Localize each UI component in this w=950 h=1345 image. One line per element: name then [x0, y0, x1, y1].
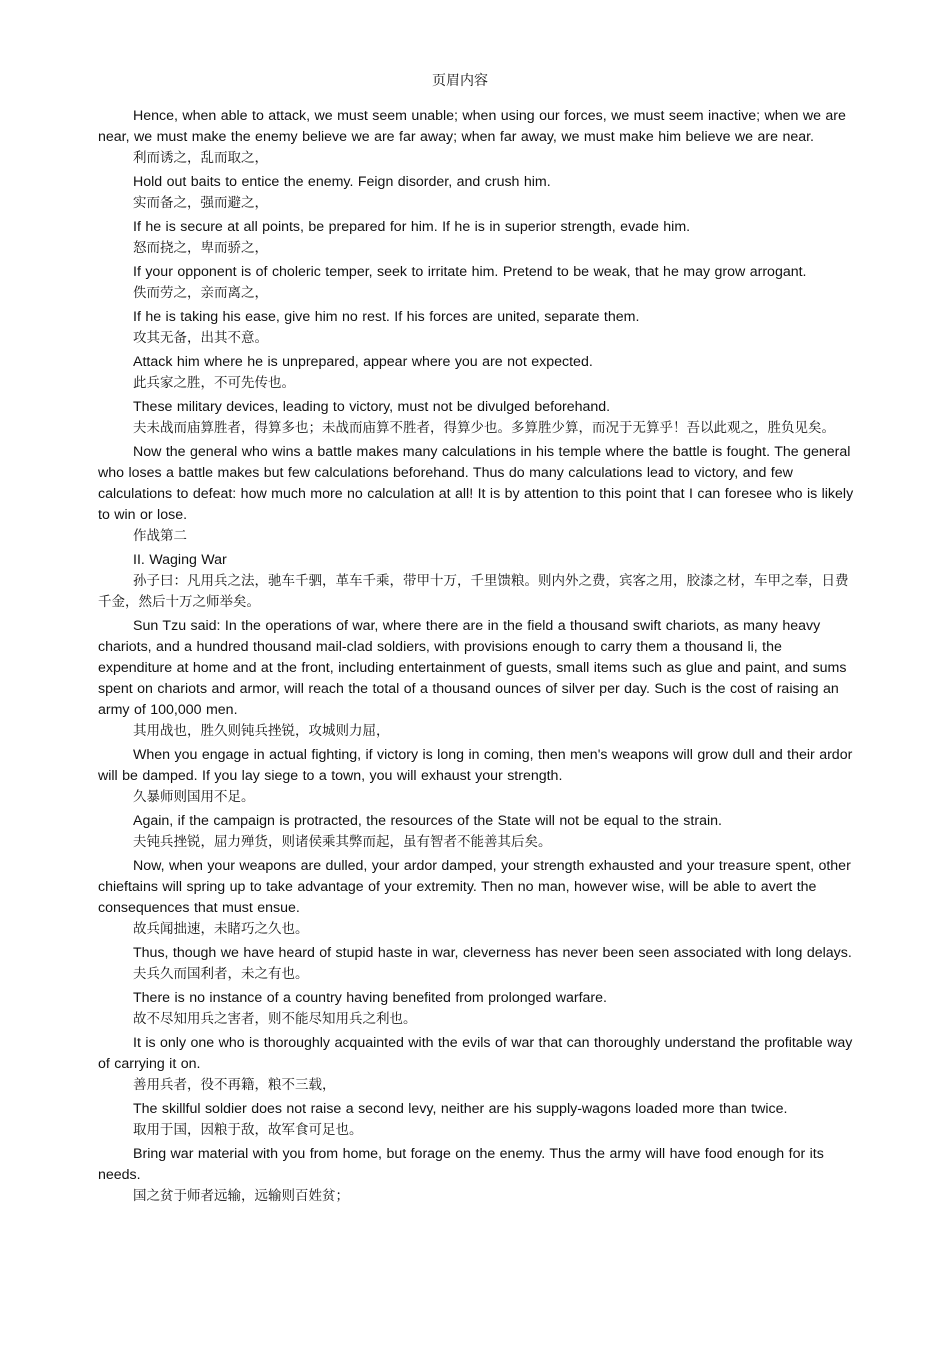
english-paragraph: When you engage in actual fighting, if victory is long in coming, then men's weapons will grow dull and their ardor will be damped. If you lay siege to a town, you will exhaust your strength.	[98, 747, 853, 784]
english-paragraph: If your opponent is of choleric temper, seek to irritate him. Pretend to be weak, that he may grow arrogant.	[133, 264, 807, 280]
page-header: 页眉内容	[432, 73, 488, 89]
chinese-paragraph: 故不尽知用兵之害者，则不能尽知用兵之利也。	[133, 1011, 417, 1027]
document-body	[98, 103, 854, 1207]
chinese-paragraph: 取用于国，因粮于敌，故军食可足也。	[133, 1122, 363, 1138]
chinese-paragraph: 国之贫于师者远输，远输则百姓贫；	[133, 1188, 349, 1204]
english-paragraph: Attack him where he is unprepared, appear where you are not expected.	[133, 354, 593, 370]
chinese-paragraph: 夫兵久而国利者，未之有也。	[133, 966, 309, 982]
english-paragraph: Hold out baits to entice the enemy. Feign disorder, and crush him.	[133, 174, 551, 190]
english-paragraph: Sun Tzu said: In the operations of war, where there are in the field a thousand swift chariots, as many heavy chariots, and a hundred thousand mail-clad soldiers, with provisions enough to carry them a thousand li, the expenditure at home and at the front, including entertainment of guests, small items such as glue and paint, and sums spent on chariots and armor, will reach the total of a thousand ounces of silver per day. Such is the cost of raising an army of 100,000 men.	[98, 618, 847, 718]
chinese-paragraph: 夫钝兵挫锐，屈力殚货，则诸侯乘其弊而起，虽有智者不能善其后矣。	[133, 834, 552, 850]
chinese-paragraph: 怒而挠之，卑而骄之，	[133, 240, 268, 256]
english-paragraph: If he is taking his ease, give him no rest. If his forces are united, separate them.	[133, 309, 640, 325]
english-paragraph: Thus, though we have heard of stupid haste in war, cleverness has never been seen associated with long delays.	[133, 945, 852, 961]
english-paragraph: The skillful soldier does not raise a second levy, neither are his supply-wagons loaded more than twice.	[133, 1101, 788, 1117]
chinese-paragraph: 佚而劳之，亲而离之，	[133, 285, 268, 301]
english-paragraph: There is no instance of a country having benefited from prolonged warfare.	[133, 990, 607, 1006]
chinese-paragraph: 实而备之，强而避之，	[133, 195, 268, 211]
english-paragraph: Bring war material with you from home, but forage on the enemy. Thus the army will have food enough for its needs.	[98, 1146, 824, 1183]
chinese-paragraph: 其用战也，胜久则钝兵挫锐，攻城则力屈，	[133, 723, 390, 739]
english-paragraph: Now, when your weapons are dulled, your ardor damped, your strength exhausted and your treasure spent, other chieftains will spring up to take advantage of your extremity. Then no man, however wise, will be able to avert the consequences that must ensue.	[98, 858, 851, 916]
chinese-paragraph: 善用兵者，役不再籍，粮不三载，	[133, 1077, 336, 1093]
english-paragraph: It is only one who is thoroughly acquainted with the evils of war that can thoroughly understand the profitable way of carrying it on.	[98, 1035, 853, 1072]
english-paragraph: These military devices, leading to victory, must not be divulged beforehand.	[133, 399, 611, 415]
english-paragraph: Hence, when able to attack, we must seem unable; when using our forces, we must seem inactive; when we are near, we must make the enemy believe we are far away; when far away, we must make him believe we are near.	[98, 108, 846, 145]
english-paragraph: Again, if the campaign is protracted, the resources of the State will not be equal to the strain.	[133, 813, 722, 829]
english-paragraph: Now the general who wins a battle makes many calculations in his temple where the battle is fought. The general who loses a battle makes but few calculations beforehand. Thus do many calculations lead to victory, and few calculations to defeat: how much more no calculation at all! It is by attention to this point that I can foresee who is likely to win or lose.	[98, 444, 854, 523]
chinese-paragraph: 此兵家之胜，不可先传也。	[133, 375, 295, 391]
english-paragraph: If he is secure at all points, be prepared for him. If he is in superior strength, evade him.	[133, 219, 691, 235]
english-paragraph: II. Waging War	[133, 552, 227, 568]
chinese-paragraph: 孙子曰：凡用兵之法，驰车千驷，革车千乘，带甲十万，千里馈粮。则内外之费，宾客之用，胶漆之材，车甲之奉，日费千金，然后十万之师举矣。	[98, 573, 849, 610]
chinese-paragraph: 利而诱之，乱而取之，	[133, 150, 268, 166]
chinese-paragraph: 故兵闻拙速，未睹巧之久也。	[133, 921, 309, 937]
chinese-paragraph: 攻其无备，出其不意。	[133, 330, 268, 346]
chinese-paragraph: 夫未战而庙算胜者，得算多也；未战而庙算不胜者，得算少也。多算胜少算，而况于无算乎！吾以此观之，胜负见矣。	[133, 420, 835, 436]
chinese-paragraph: 久暴师则国用不足。	[133, 789, 255, 805]
chinese-paragraph: 作战第二	[133, 528, 187, 544]
